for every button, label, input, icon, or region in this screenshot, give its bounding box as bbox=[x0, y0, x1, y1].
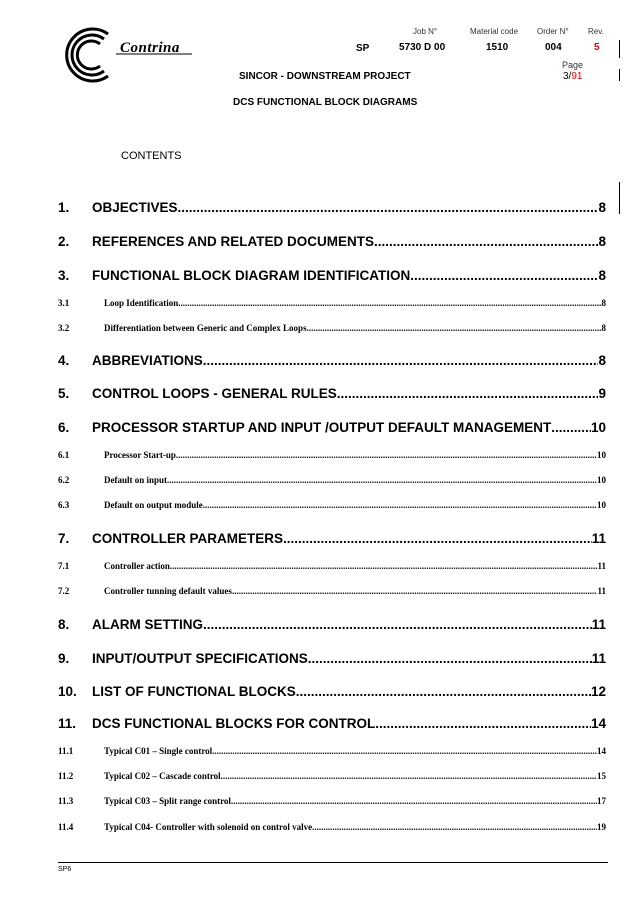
toc-number: 6.2 bbox=[58, 475, 70, 485]
toc-entry[interactable] bbox=[58, 531, 606, 546]
toc-page: 14 bbox=[590, 716, 606, 731]
header-bar-bottom bbox=[619, 69, 620, 81]
toc-page: 11 bbox=[597, 561, 606, 571]
toc-number: 1. bbox=[58, 200, 70, 215]
toc-title: FUNCTIONAL BLOCK DIAGRAM IDENTIFICATION bbox=[92, 268, 411, 283]
page-current: 3/ bbox=[563, 71, 572, 82]
toc-entry[interactable] bbox=[58, 651, 606, 666]
toc-page: 10 bbox=[590, 420, 606, 435]
toc-entry[interactable] bbox=[58, 771, 606, 781]
toc-number: 11.3 bbox=[58, 796, 74, 806]
contents-heading: CONTENTS bbox=[121, 150, 182, 162]
toc-leader bbox=[203, 500, 597, 510]
toc-leader bbox=[410, 268, 598, 283]
footer-code: SP6 bbox=[58, 866, 72, 873]
toc-title: Controller action bbox=[104, 561, 170, 571]
toc-entry[interactable] bbox=[58, 323, 606, 333]
footer-divider bbox=[58, 862, 608, 863]
toc-leader bbox=[312, 822, 597, 832]
toc-entry[interactable] bbox=[58, 353, 606, 368]
toc-leader bbox=[374, 234, 598, 249]
toc-leader bbox=[307, 323, 602, 333]
toc-title: Differentiation between Generic and Complex Loops bbox=[104, 323, 307, 333]
toc-page: 8 bbox=[601, 323, 606, 333]
toc-title: Default on output module bbox=[104, 500, 203, 510]
order-value: 004 bbox=[545, 42, 562, 53]
change-bar bbox=[619, 182, 620, 214]
toc-leader bbox=[551, 420, 591, 435]
toc-page: 10 bbox=[597, 475, 606, 485]
toc-number: 7.1 bbox=[58, 561, 70, 571]
toc-title: Loop Identification bbox=[104, 298, 179, 308]
job-value: 5730 D 00 bbox=[399, 42, 446, 53]
toc-title: Controller tunning default values bbox=[104, 586, 232, 596]
toc-title: Default on input bbox=[104, 475, 168, 485]
toc-number: 3. bbox=[58, 268, 70, 283]
toc-number: 4. bbox=[58, 353, 70, 368]
toc-number: 8. bbox=[58, 617, 70, 632]
header-bar-top bbox=[619, 40, 620, 58]
toc-page: 19 bbox=[597, 822, 606, 832]
toc-title: CONTROLLER PARAMETERS bbox=[92, 531, 283, 546]
toc-page: 9 bbox=[598, 386, 606, 401]
toc-title: INPUT/OUTPUT SPECIFICATIONS bbox=[92, 651, 308, 666]
toc-page: 8 bbox=[598, 200, 606, 215]
material-value: 1510 bbox=[486, 42, 509, 53]
toc-number: 9. bbox=[58, 651, 70, 666]
toc-leader bbox=[296, 684, 591, 699]
toc-number: 11. bbox=[58, 716, 77, 731]
toc-number: 5. bbox=[58, 386, 70, 401]
toc-entry[interactable] bbox=[58, 450, 606, 460]
toc-leader bbox=[212, 746, 597, 756]
company-name: Contrina bbox=[120, 40, 180, 56]
toc-entry[interactable] bbox=[58, 617, 606, 632]
toc-page: 14 bbox=[597, 746, 606, 756]
order-label: Order N° bbox=[537, 27, 569, 36]
toc-entry[interactable] bbox=[58, 822, 606, 832]
toc-title: REFERENCES AND RELATED DOCUMENTS bbox=[92, 234, 375, 249]
toc-leader bbox=[203, 353, 599, 368]
toc-number: 3.2 bbox=[58, 323, 70, 333]
toc-title: Typical C01 – Single control bbox=[104, 746, 213, 756]
toc-leader bbox=[375, 716, 591, 731]
doc-prefix: SP bbox=[356, 43, 370, 54]
toc-page: 8 bbox=[601, 298, 606, 308]
job-label: Job N° bbox=[413, 27, 438, 36]
toc-leader bbox=[337, 386, 599, 401]
toc-number: 11.1 bbox=[58, 746, 74, 756]
toc-leader bbox=[176, 450, 597, 460]
toc-title: Typical C03 – Split range control bbox=[104, 796, 231, 806]
toc-leader bbox=[308, 651, 592, 666]
toc-number: 10. bbox=[58, 684, 77, 699]
toc-page: 10 bbox=[597, 500, 606, 510]
toc-page: 11 bbox=[591, 617, 606, 632]
toc-leader bbox=[231, 796, 597, 806]
toc-title: DCS FUNCTIONAL BLOCKS FOR CONTROL bbox=[92, 716, 376, 731]
toc-title: ABBREVIATIONS bbox=[92, 353, 203, 368]
toc-page: 17 bbox=[597, 796, 606, 806]
company-logo bbox=[60, 24, 200, 84]
toc-leader bbox=[203, 617, 592, 632]
toc-page: 11 bbox=[591, 651, 606, 666]
toc-entry[interactable] bbox=[58, 420, 606, 435]
toc-title: ALARM SETTING bbox=[92, 617, 203, 632]
toc-entry[interactable] bbox=[58, 500, 606, 510]
toc-page: 12 bbox=[590, 684, 606, 699]
toc-number: 6.1 bbox=[58, 450, 70, 460]
toc-entry[interactable] bbox=[58, 200, 606, 215]
page-label: Page bbox=[562, 60, 584, 70]
toc-entry[interactable] bbox=[58, 475, 606, 485]
toc-entry[interactable] bbox=[58, 716, 606, 731]
toc-number: 2. bbox=[58, 234, 70, 249]
toc-page: 10 bbox=[597, 450, 606, 460]
toc-leader bbox=[232, 586, 598, 596]
toc-page: 11 bbox=[591, 531, 606, 546]
toc-number: 11.4 bbox=[58, 822, 74, 832]
toc-title: LIST OF FUNCTIONAL BLOCKS bbox=[92, 684, 296, 699]
toc-title: Typical C02 – Cascade control bbox=[104, 771, 221, 781]
toc-title: CONTROL LOOPS - GENERAL RULES bbox=[92, 386, 337, 401]
toc-entry[interactable] bbox=[58, 684, 606, 699]
toc-entry[interactable] bbox=[58, 561, 606, 571]
toc-number: 6. bbox=[58, 420, 70, 435]
toc-title: PROCESSOR STARTUP AND INPUT /OUTPUT DEFAULT MANAGEMENT bbox=[92, 420, 552, 435]
toc-leader bbox=[178, 298, 601, 308]
material-label: Material code bbox=[470, 27, 519, 36]
rev-value: 5 bbox=[594, 42, 600, 53]
toc-entry[interactable] bbox=[58, 268, 606, 283]
toc-page: 8 bbox=[598, 268, 606, 283]
toc-number: 6.3 bbox=[58, 500, 70, 510]
toc-number: 11.2 bbox=[58, 771, 74, 781]
page-number bbox=[563, 71, 582, 82]
toc-leader bbox=[283, 531, 592, 546]
toc-entry[interactable] bbox=[58, 386, 606, 401]
toc-leader bbox=[170, 561, 598, 571]
toc-leader bbox=[178, 200, 599, 215]
toc-page: 15 bbox=[597, 771, 606, 781]
toc-number: 7.2 bbox=[58, 586, 70, 596]
toc-number: 7. bbox=[58, 531, 70, 546]
toc-page: 8 bbox=[598, 234, 606, 249]
page-total: 91 bbox=[571, 71, 583, 82]
toc-leader bbox=[221, 771, 597, 781]
toc-entry[interactable] bbox=[58, 298, 606, 308]
toc-title: OBJECTIVES bbox=[92, 200, 178, 215]
toc-leader bbox=[167, 475, 597, 485]
toc-number: 3.1 bbox=[58, 298, 70, 308]
toc-entry[interactable] bbox=[58, 796, 606, 806]
toc-entry[interactable] bbox=[58, 234, 606, 249]
toc-page: 8 bbox=[598, 353, 606, 368]
document-title: DCS FUNCTIONAL BLOCK DIAGRAMS bbox=[233, 97, 418, 108]
toc-page: 11 bbox=[597, 586, 606, 596]
rev-label: Rev. bbox=[588, 27, 604, 36]
project-title: SINCOR - DOWNSTREAM PROJECT bbox=[239, 71, 411, 82]
toc-entry[interactable] bbox=[58, 746, 606, 756]
toc-title: Typical C04- Controller with solenoid on control valve bbox=[104, 822, 313, 832]
toc-entry[interactable] bbox=[58, 586, 606, 596]
toc-title: Processor Start-up bbox=[104, 450, 176, 460]
